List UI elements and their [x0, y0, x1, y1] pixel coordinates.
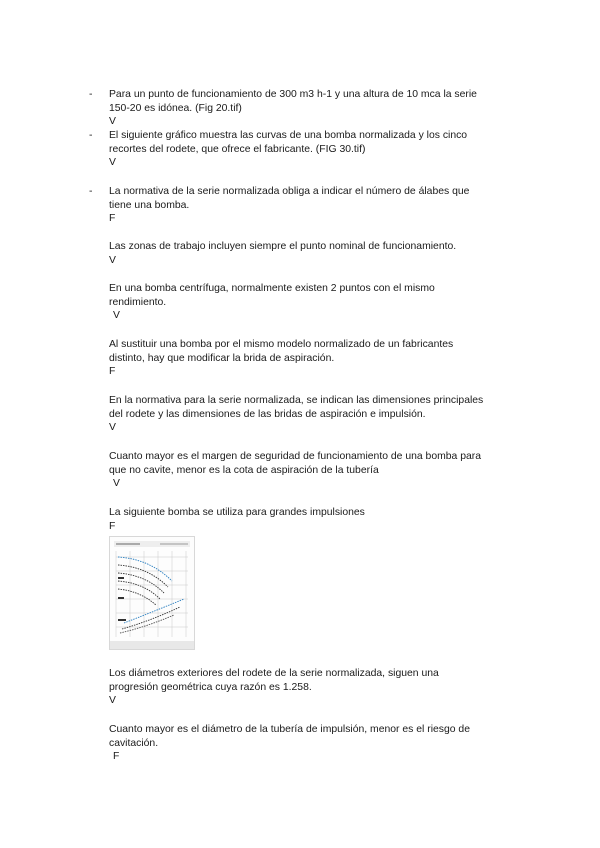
question-line: El siguiente gráfico muestra las curvas de una bomba normalizada y los cinco [109, 130, 468, 141]
question-item [109, 338, 529, 379]
question-item [109, 282, 529, 323]
question-line: Al sustituir una bomba por el mismo modelo normalizado de un fabricantes [109, 339, 454, 350]
answer-mark: V [109, 422, 116, 434]
question-item [109, 240, 529, 267]
answer-mark: V [113, 478, 120, 490]
question-line: recortes del rodete, que ofrece el fabricante. (FIG 30.tif) [109, 143, 366, 155]
bullet-marker: - [89, 89, 93, 100]
answer-mark: V [109, 695, 116, 707]
question-line: progresión geométrica cuya razón es 1.258. [109, 681, 312, 693]
question-item [109, 88, 529, 129]
answer-mark: V [113, 310, 120, 322]
question-line: del rodete y las dimensiones de las bridas de aspiración e impulsión. [109, 408, 426, 420]
question-line: rendimiento. [109, 296, 167, 308]
question-item [109, 394, 529, 435]
answer-mark: V [109, 157, 116, 169]
question-line: cavitación. [109, 737, 159, 749]
answer-mark: F [109, 366, 116, 378]
question-item [109, 506, 529, 533]
question-item [109, 723, 529, 764]
question-line: En la normativa para la serie normalizada, se indican las dimensiones principales [109, 395, 484, 406]
question-item [109, 185, 529, 226]
answer-mark: F [113, 751, 120, 763]
answer-mark: V [109, 254, 116, 266]
bullet-marker: - [89, 130, 93, 141]
question-line: Cuanto mayor es el margen de seguridad de funcionamiento de una bomba para [109, 451, 481, 462]
answer-mark: F [109, 213, 116, 225]
question-line: La normativa de la serie normalizada obliga a indicar el número de álabes que [109, 186, 470, 197]
question-line: Para un punto de funcionamiento de 300 m3 h-1 y una altura de 10 mca la serie [109, 89, 477, 100]
answer-mark: V [109, 116, 116, 128]
question-item [109, 129, 529, 170]
question-line: Cuanto mayor es el diámetro de la tubería de impulsión, menor es el riesgo de [109, 724, 470, 735]
bullet-marker: - [89, 186, 93, 197]
question-line: que no cavite, menor es la cota de aspiración de la tubería [109, 464, 379, 476]
answer-mark: F [109, 520, 116, 532]
question-line: En una bomba centrífuga, normalmente existen 2 puntos con el mismo [109, 283, 435, 294]
question-line: tiene una bomba. [109, 199, 190, 211]
question-line: Las zonas de trabajo incluyen siempre el punto nominal de funcionamiento. [109, 241, 457, 252]
pump-curve-chart-icon [109, 536, 195, 650]
question-item [109, 667, 529, 708]
question-item [109, 450, 529, 491]
question-line: distinto, hay que modificar la brida de aspiración. [109, 352, 335, 364]
question-line: La siguiente bomba se utiliza para grandes impulsiones [109, 507, 365, 518]
question-line: Los diámetros exteriores del rodete de la serie normalizada, siguen una [109, 668, 439, 679]
question-line: 150-20 es idónea. (Fig 20.tif) [109, 102, 242, 114]
